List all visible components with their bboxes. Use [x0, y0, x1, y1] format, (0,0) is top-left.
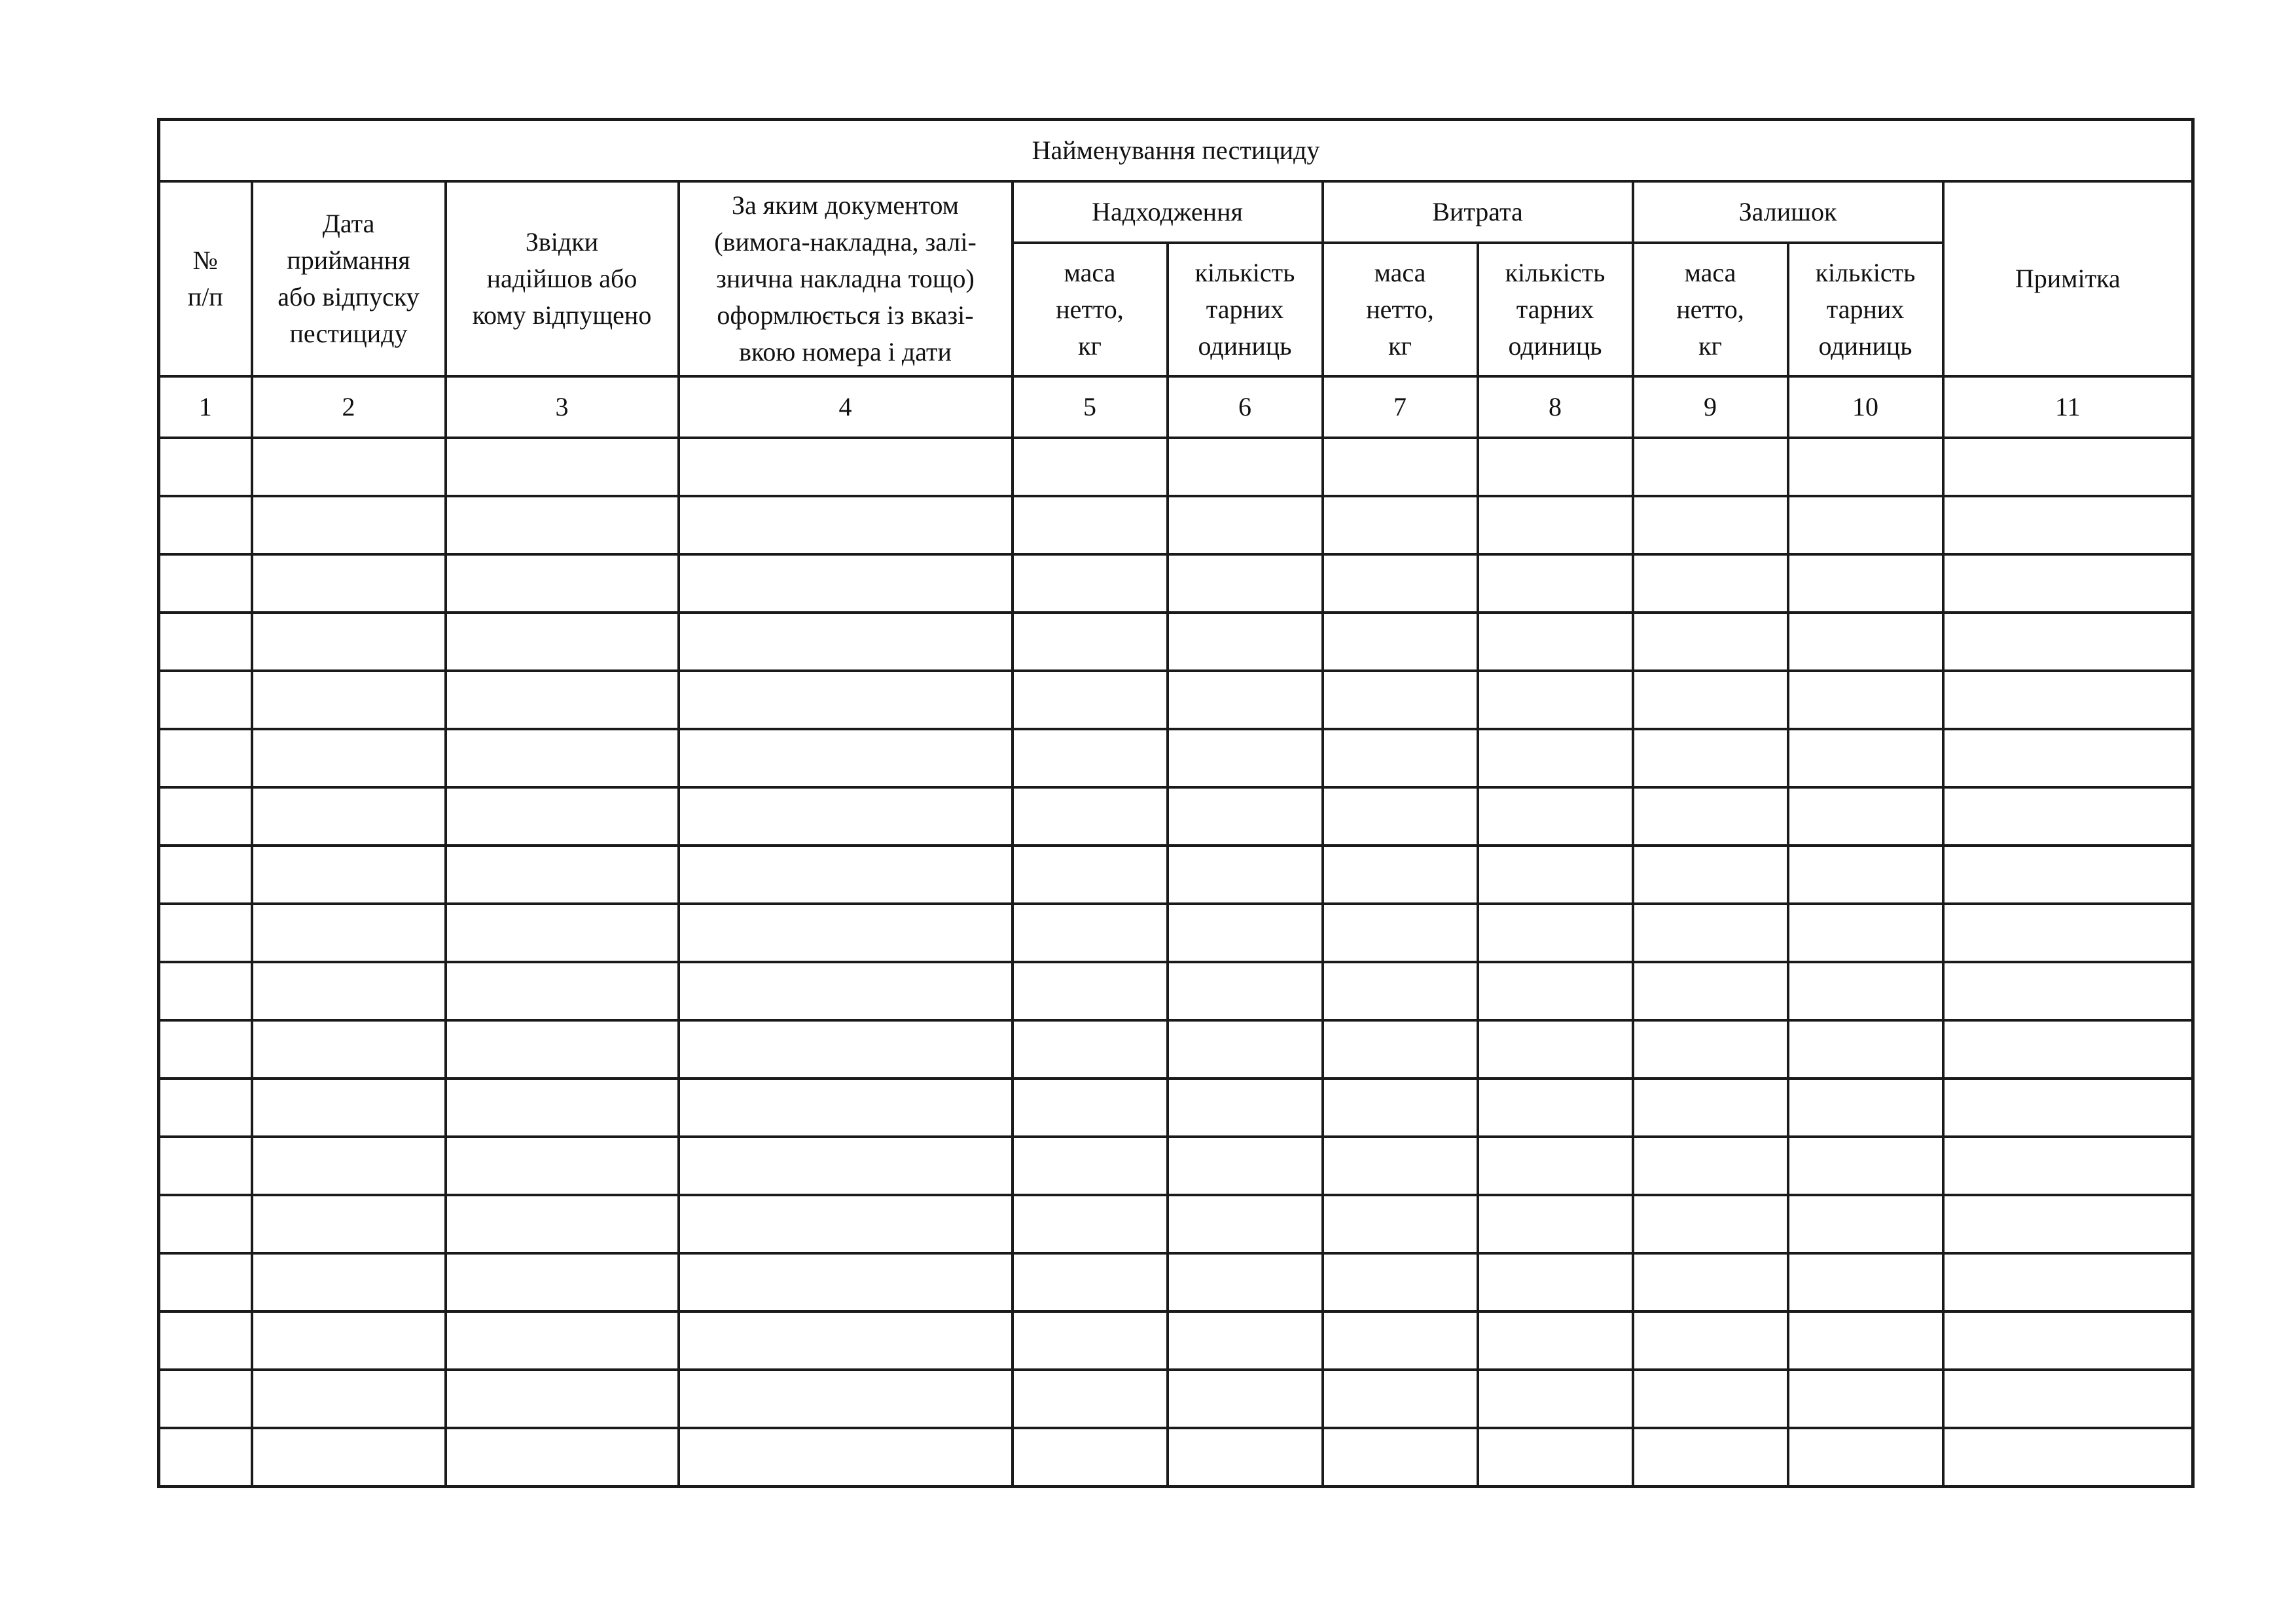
table-cell [679, 787, 1013, 846]
table-cell [1633, 1195, 1788, 1253]
table-cell [159, 1137, 252, 1195]
table-cell [1168, 729, 1323, 787]
table-cell [1168, 613, 1323, 671]
table-cell [446, 1079, 679, 1137]
table-cell [1633, 1137, 1788, 1195]
table-cell [1788, 1253, 1943, 1311]
table-cell [679, 613, 1013, 671]
table-cell [1633, 438, 1788, 496]
table-row [159, 1311, 2193, 1370]
table-cell [679, 1253, 1013, 1311]
table-cell [1478, 962, 1633, 1020]
table-cell [252, 1370, 446, 1428]
table-cell [1168, 787, 1323, 846]
table-cell [1943, 671, 2193, 729]
table-cell [1323, 554, 1478, 613]
table-cell [1013, 1253, 1168, 1311]
table-cell [446, 554, 679, 613]
table-cell [159, 729, 252, 787]
table-cell [252, 613, 446, 671]
table-cell [1943, 904, 2193, 962]
table-cell [679, 554, 1013, 613]
table-cell [1013, 671, 1168, 729]
table-cell [1788, 1428, 1943, 1487]
table-cell [1323, 1311, 1478, 1370]
table-cell [252, 438, 446, 496]
header-group-expense: Витрата [1323, 181, 1633, 243]
table-cell [1013, 1137, 1168, 1195]
table-cell [1478, 613, 1633, 671]
table-cell [446, 962, 679, 1020]
table-cell [1943, 1370, 2193, 1428]
table-cell [1478, 1137, 1633, 1195]
table-cell [679, 1311, 1013, 1370]
table-cell [1168, 846, 1323, 904]
table-cell [1633, 1079, 1788, 1137]
table-title: Найменування пестициду [159, 120, 2193, 182]
table-cell [252, 1137, 446, 1195]
table-cell [1633, 846, 1788, 904]
table-cell [1478, 496, 1633, 554]
table-cell [1013, 1370, 1168, 1428]
table-cell [1633, 729, 1788, 787]
table-cell [1168, 1428, 1323, 1487]
table-cell [1788, 1311, 1943, 1370]
header-group-balance: Залишок [1633, 181, 1943, 243]
table-cell [159, 554, 252, 613]
table-cell [679, 1428, 1013, 1487]
table-cell [679, 438, 1013, 496]
table-cell [1013, 554, 1168, 613]
table-cell [1478, 1428, 1633, 1487]
column-number: 8 [1478, 376, 1633, 438]
table-cell [1633, 554, 1788, 613]
table-cell [159, 904, 252, 962]
table-cell [446, 613, 679, 671]
table-cell [159, 1311, 252, 1370]
table-row [159, 1020, 2193, 1079]
table-cell [1478, 671, 1633, 729]
table-row [159, 438, 2193, 496]
table-cell [446, 1195, 679, 1253]
table-cell [1013, 1428, 1168, 1487]
header-source-recipient: Звідки надійшов або кому відпущено [446, 181, 679, 376]
table-cell [1168, 1253, 1323, 1311]
table-cell [252, 1253, 446, 1311]
table-cell [1633, 1311, 1788, 1370]
table-row [159, 904, 2193, 962]
table-cell [1788, 671, 1943, 729]
table-cell [1323, 729, 1478, 787]
table-cell [1478, 904, 1633, 962]
table-cell [1943, 1253, 2193, 1311]
table-cell [1323, 1020, 1478, 1079]
table-cell [1788, 1020, 1943, 1079]
table-cell [159, 1020, 252, 1079]
table-cell [1013, 729, 1168, 787]
table-cell [1168, 1311, 1323, 1370]
header-row-number: № п/п [159, 181, 252, 376]
column-number: 4 [679, 376, 1013, 438]
table-cell [1013, 787, 1168, 846]
table-cell [1168, 1079, 1323, 1137]
table-cell [1478, 554, 1633, 613]
column-number-row [159, 376, 2193, 438]
table-cell [446, 1370, 679, 1428]
table-cell [1323, 438, 1478, 496]
header-receipt-mass: маса нетто, кг [1013, 243, 1168, 376]
table-cell [159, 1195, 252, 1253]
table-cell [1013, 613, 1168, 671]
table-row [159, 671, 2193, 729]
column-number: 10 [1788, 376, 1943, 438]
table-row [159, 496, 2193, 554]
table-cell [679, 729, 1013, 787]
table-cell [1168, 1137, 1323, 1195]
table-cell [1478, 846, 1633, 904]
table-cell [1013, 962, 1168, 1020]
column-number: 9 [1633, 376, 1788, 438]
header-group-row [159, 181, 2193, 243]
table-row [159, 1137, 2193, 1195]
table-cell [1788, 1370, 1943, 1428]
table-cell [1943, 613, 2193, 671]
table-cell [1168, 1370, 1323, 1428]
column-number: 2 [252, 376, 446, 438]
table-cell [1013, 846, 1168, 904]
table-cell [1633, 904, 1788, 962]
table-cell [1478, 1020, 1633, 1079]
table-cell [446, 1253, 679, 1311]
table-cell [159, 846, 252, 904]
table-cell [1788, 613, 1943, 671]
table-cell [252, 554, 446, 613]
table-cell [446, 729, 679, 787]
table-cell [1788, 904, 1943, 962]
table-cell [446, 1311, 679, 1370]
table-cell [1943, 1137, 2193, 1195]
table-cell [252, 962, 446, 1020]
table-cell [1168, 496, 1323, 554]
table-row [159, 1195, 2193, 1253]
table-cell [1943, 1311, 2193, 1370]
table-row [159, 787, 2193, 846]
table-cell [1633, 1253, 1788, 1311]
header-balance-count: кількість тарних одиниць [1788, 243, 1943, 376]
column-number: 5 [1013, 376, 1168, 438]
table-cell [1788, 496, 1943, 554]
table-cell [159, 438, 252, 496]
table-cell [1943, 496, 2193, 554]
table-cell [1013, 904, 1168, 962]
table-cell [1478, 1311, 1633, 1370]
header-expense-count: кількість тарних одиниць [1478, 243, 1633, 376]
table-cell [1943, 1428, 2193, 1487]
table-cell [252, 1195, 446, 1253]
table-row [159, 1428, 2193, 1487]
table-cell [159, 1253, 252, 1311]
table-cell [252, 496, 446, 554]
table-cell [1788, 729, 1943, 787]
table-cell [1478, 1079, 1633, 1137]
table-cell [1013, 1195, 1168, 1253]
table-cell [679, 1020, 1013, 1079]
header-balance-mass: маса нетто, кг [1633, 243, 1788, 376]
table-row [159, 846, 2193, 904]
table-cell [1478, 1370, 1633, 1428]
table-cell [1168, 962, 1323, 1020]
table-cell [159, 613, 252, 671]
table-cell [679, 671, 1013, 729]
table-cell [252, 1020, 446, 1079]
table-cell [1943, 1195, 2193, 1253]
table-cell [252, 904, 446, 962]
table-row [159, 729, 2193, 787]
table-cell [1478, 1195, 1633, 1253]
table-cell [1633, 496, 1788, 554]
header-expense-mass: маса нетто, кг [1323, 243, 1478, 376]
table-cell [1168, 904, 1323, 962]
table-cell [679, 904, 1013, 962]
table-cell [1168, 671, 1323, 729]
table-cell [446, 438, 679, 496]
header-receipt-count: кількість тарних одиниць [1168, 243, 1323, 376]
table-cell [1013, 496, 1168, 554]
table-cell [1633, 613, 1788, 671]
table-cell [1478, 787, 1633, 846]
table-cell [1943, 729, 2193, 787]
table-cell [1943, 554, 2193, 613]
table-cell [679, 846, 1013, 904]
table-cell [446, 1137, 679, 1195]
table-cell [1788, 1137, 1943, 1195]
table-cell [1013, 1020, 1168, 1079]
table-cell [159, 1370, 252, 1428]
table-cell [1788, 1195, 1943, 1253]
table-cell [1788, 962, 1943, 1020]
table-cell [1943, 1079, 2193, 1137]
header-note: Примітка [1943, 181, 2193, 376]
table-cell [1323, 496, 1478, 554]
table-cell [446, 787, 679, 846]
table-cell [1788, 554, 1943, 613]
table-cell [1168, 438, 1323, 496]
header-group-receipt: Надходження [1013, 181, 1323, 243]
table-cell [1943, 787, 2193, 846]
table-cell [679, 1370, 1013, 1428]
table-cell [1943, 438, 2193, 496]
table-cell [1013, 438, 1168, 496]
table-cell [1943, 846, 2193, 904]
table-cell [679, 962, 1013, 1020]
column-number: 11 [1943, 376, 2193, 438]
table-cell [446, 671, 679, 729]
table-cell [1633, 787, 1788, 846]
table-cell [1168, 1020, 1323, 1079]
table-cell [1168, 1195, 1323, 1253]
table-cell [159, 962, 252, 1020]
table-cell [679, 496, 1013, 554]
table-cell [679, 1195, 1013, 1253]
table-cell [252, 846, 446, 904]
table-cell [1323, 787, 1478, 846]
table-row [159, 554, 2193, 613]
header-date: Дата приймання або відпуску пестициду [252, 181, 446, 376]
table-cell [1633, 671, 1788, 729]
pesticide-register-table [157, 118, 2195, 1488]
table-cell [1323, 613, 1478, 671]
table-cell [446, 904, 679, 962]
table-cell [1633, 1370, 1788, 1428]
table-cell [159, 671, 252, 729]
table-cell [1323, 1137, 1478, 1195]
table-row [159, 1370, 2193, 1428]
table-cell [1788, 787, 1943, 846]
table-cell [446, 496, 679, 554]
table-cell [1633, 1020, 1788, 1079]
table-cell [1478, 1253, 1633, 1311]
table-cell [252, 1079, 446, 1137]
table-cell [1323, 1428, 1478, 1487]
table-cell [252, 671, 446, 729]
table-cell [1013, 1311, 1168, 1370]
table-cell [1323, 962, 1478, 1020]
table-cell [159, 787, 252, 846]
table-cell [1478, 438, 1633, 496]
table-cell [1168, 554, 1323, 613]
table-cell [1323, 1195, 1478, 1253]
table-cell [1788, 846, 1943, 904]
table-cell [1478, 729, 1633, 787]
table-cell [159, 1079, 252, 1137]
table-cell [1943, 1020, 2193, 1079]
table-cell [1788, 438, 1943, 496]
table-cell [252, 787, 446, 846]
column-number: 6 [1168, 376, 1323, 438]
table-cell [1323, 846, 1478, 904]
table-cell [159, 1428, 252, 1487]
table-cell [1323, 904, 1478, 962]
table-cell [159, 496, 252, 554]
table-cell [1323, 671, 1478, 729]
header-document: За яким документом (вимога-накладна, залі- знична накладна тощо) оформлюється із вказі- вкою номера і дати [679, 181, 1013, 376]
table-cell [252, 1428, 446, 1487]
table-title-row [159, 120, 2193, 182]
column-number: 3 [446, 376, 679, 438]
table-cell [1943, 962, 2193, 1020]
table-cell [1323, 1253, 1478, 1311]
table-row [159, 1079, 2193, 1137]
table-row [159, 1253, 2193, 1311]
column-number: 7 [1323, 376, 1478, 438]
table-cell [1013, 1079, 1168, 1137]
table-cell [1633, 1428, 1788, 1487]
table-cell [446, 1428, 679, 1487]
table-cell [1788, 1079, 1943, 1137]
table-cell [1323, 1079, 1478, 1137]
table-row [159, 613, 2193, 671]
table-cell [679, 1079, 1013, 1137]
table-cell [446, 1020, 679, 1079]
table-cell [1633, 962, 1788, 1020]
table-row [159, 962, 2193, 1020]
table-cell [679, 1137, 1013, 1195]
table-cell [252, 729, 446, 787]
table-cell [446, 846, 679, 904]
table-cell [252, 1311, 446, 1370]
table-cell [1323, 1370, 1478, 1428]
column-number: 1 [159, 376, 252, 438]
